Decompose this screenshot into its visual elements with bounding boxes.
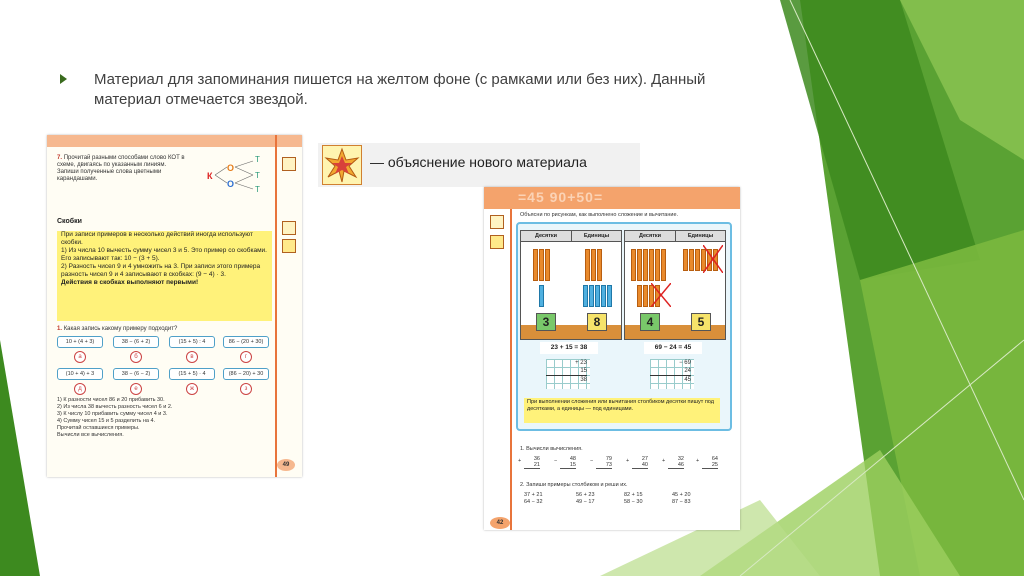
units-digit: 8 (587, 313, 607, 331)
rule-title: Скобки (57, 218, 82, 225)
task-1 (57, 326, 177, 332)
column-exercise (668, 456, 684, 469)
ten-stick (533, 249, 538, 281)
rule-line-2: 1) Из числа 10 вычесть сумму чисел 3 и 5. Это пример со скобками. Его записывают так: 10 − (3 + 5). (61, 247, 267, 262)
task-1-text: 1. Вычисли вычисления. (520, 446, 583, 452)
sign: + (662, 458, 666, 464)
row-exercise: 49 − 17 (576, 499, 595, 505)
exercise-operand-b: 46 (677, 462, 684, 468)
legend-text: — объяснение нового материала (370, 154, 587, 170)
ten-stick (637, 249, 642, 281)
units-digit: 5 (691, 313, 711, 331)
row-exercise-group (524, 492, 543, 506)
rule-box: При выполнении сложения или вычитания столбиком десятки пишут под десятками, а единицы — под единицами. (524, 398, 720, 423)
column-exercise (524, 456, 540, 469)
row-exercise: 58 − 30 (624, 499, 643, 505)
bullet-icon (60, 74, 67, 84)
exercise-operand-a: 36 (533, 456, 540, 462)
unit-stick (683, 249, 688, 271)
list-item: 4) Сумму чисел 15 и 5 разделить на 4. (57, 418, 156, 424)
unit-stick (695, 249, 700, 271)
kot-letter-o-bottom: О (227, 179, 235, 189)
ten-stick (637, 285, 642, 307)
legend-strip (318, 143, 640, 187)
unit-stick (585, 249, 590, 281)
exercise-operand-a: 64 (711, 456, 718, 462)
unit-stick (597, 249, 602, 281)
place-value-table-subtraction (624, 230, 726, 340)
ten-stick-added (539, 285, 544, 307)
exercise-operand-a: 48 (569, 456, 576, 462)
answer-letter-circle: е (130, 383, 142, 395)
ten-stick (643, 285, 648, 307)
unit-stick-added (607, 285, 612, 307)
row-exercise: 87 − 83 (672, 499, 691, 505)
unit-stick-added (589, 285, 594, 307)
calc-line: 24 (684, 368, 691, 374)
row-exercise: 64 − 32 (524, 499, 543, 505)
rule-bold-line: Действия в скобках выполняют первыми! (61, 279, 199, 286)
exercise-operand-a: 79 (605, 456, 612, 462)
units-header: Единицы (676, 231, 725, 242)
page-number: 42 (490, 517, 510, 529)
intro-text: Объясни по рисункам, как выполнено сложение и вычитание. (520, 212, 679, 218)
answer-letter-circle: з (240, 383, 252, 395)
deco-shape-7 (0, 340, 40, 576)
answer-letter-circle: б (130, 351, 142, 363)
sign: − (590, 458, 594, 464)
tens-header: Десятки (625, 231, 676, 242)
expression-box: (15 + 5) : 4 (169, 336, 215, 348)
pencil-icon (282, 157, 296, 171)
expression-box: 38 − (6 − 2) (113, 368, 159, 380)
tens-digit: 4 (640, 313, 660, 331)
expression-box: (86 − 20) + 30 (223, 368, 269, 380)
expression-box: 10 + (4 + 3) (57, 336, 103, 348)
ten-stick (545, 249, 550, 281)
column-exercise (560, 456, 576, 469)
decorative-numbers: =45 90+50= (518, 189, 604, 205)
row-exercise-group (624, 492, 643, 506)
calc-result: 45 (650, 375, 691, 384)
answer-letter-circle: г (240, 351, 252, 363)
place-value-table-addition (520, 230, 622, 340)
bell-icon (282, 221, 296, 235)
column-exercise (632, 456, 648, 469)
ten-stick (631, 249, 636, 281)
task-text: Какая запись какому примеру подходит? (63, 326, 178, 332)
kot-letter-t-2: Т (255, 171, 260, 180)
list-item: 1) К разности чисел 86 и 20 прибавить 30. (57, 397, 165, 403)
list-item: 2) Из числа 38 вычесть разность чисел 6 и 2. (57, 404, 173, 410)
margin-line (275, 135, 277, 477)
tens-header: Десятки (521, 231, 572, 242)
exercise-text: Прочитай разными способами слово КОТ в схеме, двигаясь по указанным линиям. Запиши полученные слова цветными карандашами. (57, 155, 185, 182)
tens-digit: 3 (536, 313, 556, 331)
sign: + (626, 458, 630, 464)
slide-body-text: Материал для запоминания пишется на желтом фоне (с рамками или без них). Данный материал отмечается звездой. (94, 71, 706, 108)
expression-box: 86 − (20 + 30) (223, 336, 269, 348)
star-icon (490, 235, 504, 249)
kot-letter-t-3: Т (255, 185, 260, 194)
kot-letter-o-top: О (227, 163, 235, 173)
calc-line: 15 (580, 368, 587, 374)
unit-stick-added (583, 285, 588, 307)
ten-stick (649, 249, 654, 281)
kot-scheme-lines (213, 159, 257, 191)
calc-line: + 23 (575, 360, 587, 366)
kot-letter-t-1: Т (255, 155, 260, 164)
expression-box: (10 + 4) + 3 (57, 368, 103, 380)
ten-stick (539, 249, 544, 281)
exercise-number: 7. (57, 155, 63, 161)
list-item: 3) К числу 10 прибавить сумму чисел 4 и 3. (57, 411, 168, 417)
expression-box: 38 − (6 + 2) (113, 336, 159, 348)
column-exercise (596, 456, 612, 469)
exercise-operand-a: 27 (641, 456, 648, 462)
row-exercise-group (576, 492, 595, 506)
star-icon (282, 239, 296, 253)
textbook-page-42 (484, 187, 740, 530)
sign: − (554, 458, 558, 464)
calc-line: − 69 (679, 360, 691, 366)
unit-stick-added (595, 285, 600, 307)
ten-stick (661, 249, 666, 281)
task-list (57, 397, 267, 439)
task-2-text: 2. Запиши примеры столбиком и реши их. (520, 482, 628, 488)
row-exercise: 56 + 23 (576, 492, 595, 498)
margin-line (510, 209, 512, 530)
ten-stick (655, 249, 660, 281)
exercise-operand-b: 40 (641, 462, 648, 468)
exercise-operand-b: 25 (711, 462, 718, 468)
answer-letter-circle: д (74, 383, 86, 395)
exercise-operand-b: 21 (533, 462, 540, 468)
page-top-bar (47, 135, 302, 147)
calc-result: 38 (546, 375, 587, 384)
star-icon (322, 145, 362, 185)
units-header: Единицы (572, 231, 621, 242)
ten-stick (643, 249, 648, 281)
task-number: 1. (57, 326, 63, 332)
exercise-7 (57, 155, 187, 183)
crossed-out-mark (651, 283, 671, 307)
kot-letter-k: К (207, 171, 213, 181)
sign: + (518, 458, 522, 464)
rule-line-3: 2) Разность чисел 9 и 4 умножить на 3. При записи этого примера разность чисел 9 и 4 записывают в скобках: (9 − 4) · 3. (61, 263, 261, 278)
star-shape (323, 146, 361, 184)
rule-box (57, 231, 272, 321)
exercise-operand-a: 32 (677, 456, 684, 462)
sign: + (696, 458, 700, 464)
unit-stick (591, 249, 596, 281)
answer-letter-circle: в (186, 351, 198, 363)
list-item: Прочитай оставшиеся примеры. (57, 425, 140, 431)
row-exercise-group (672, 492, 691, 506)
equation-subtraction: 69 − 24 = 45 (644, 342, 702, 354)
expression-box: (15 + 5) · 4 (169, 368, 215, 380)
bell-icon (490, 215, 504, 229)
row-exercise: 82 + 15 (624, 492, 643, 498)
unit-stick (689, 249, 694, 271)
answer-letter-circle: а (74, 351, 86, 363)
rule-line-1: При записи примеров в несколько действий иногда используют скобки. (61, 231, 253, 246)
column-calc-subtraction (650, 359, 694, 389)
unit-stick-added (601, 285, 606, 307)
answer-letter-circle: ж (186, 383, 198, 395)
textbook-page-49 (47, 135, 302, 477)
list-item: Вычисли все вычисления. (57, 432, 124, 438)
exercise-operand-b: 73 (605, 462, 612, 468)
page-number: 49 (277, 459, 295, 471)
equation-addition: 23 + 15 = 38 (540, 342, 598, 354)
exercise-operand-b: 15 (569, 462, 576, 468)
row-exercise: 37 + 21 (524, 492, 543, 498)
column-exercise (702, 456, 718, 469)
column-calc-addition (546, 359, 590, 389)
row-exercise: 45 + 20 (672, 492, 691, 498)
crossed-out-mark (703, 245, 723, 273)
